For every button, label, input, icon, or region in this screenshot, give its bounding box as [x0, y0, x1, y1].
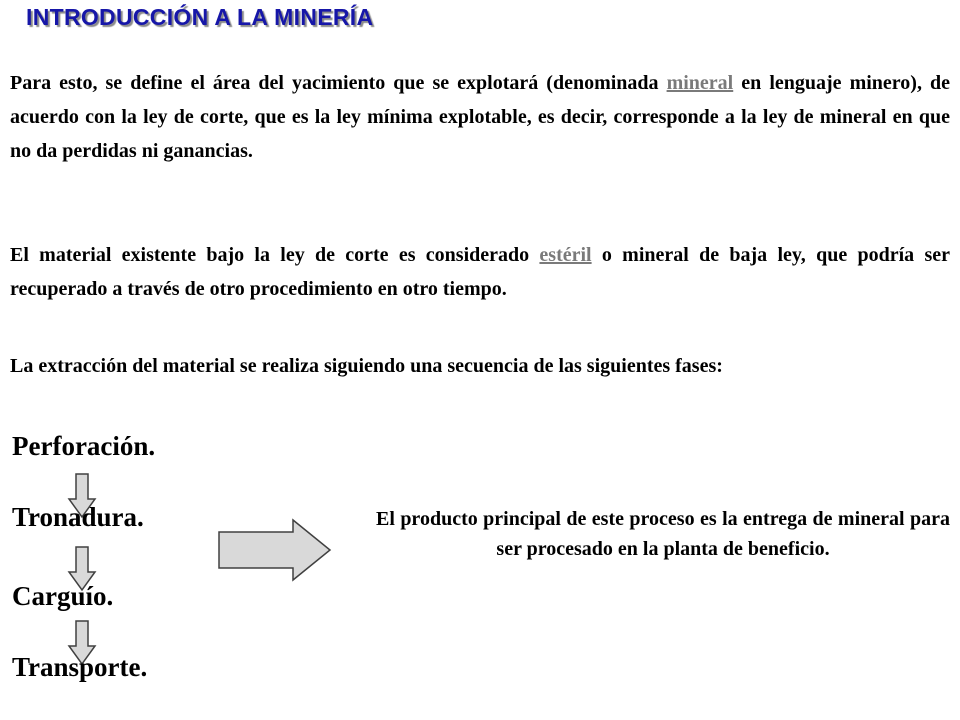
right-arrow-icon [217, 518, 333, 582]
phase-perforacion: Perforación. [12, 431, 156, 461]
mineral-link[interactable]: mineral [666, 72, 734, 94]
process-product-note: El producto principal de este proceso es la entrega de mineral para ser procesado en la planta de beneficio. [376, 508, 950, 560]
paragraph-esteril-definition [10, 238, 950, 306]
paragraph-extraction-sequence: La extracción del material se realiza siguiendo una secuencia de las siguientes fases: [10, 355, 723, 377]
slide-title: INTRODUCCIÓN A LA MINERÍA [26, 4, 374, 30]
phase-carguio: Carguío. [12, 581, 114, 611]
phase-transporte: Transporte. [12, 652, 148, 682]
paragraph-text: Para esto, se define el área del yacimiento que se explotará (denominada [10, 72, 667, 94]
esteril-link[interactable]: estéril [539, 244, 592, 266]
phase-tronadura: Tronadura. [12, 502, 144, 532]
paragraph-text: o mineral de baja ley, que podría ser recuperado a través de otro procedimiento en otro tiempo. [10, 244, 950, 300]
paragraph-text: El material existente bajo la ley de corte es considerado [10, 244, 540, 266]
paragraph-text: en lenguaje minero), de acuerdo con la ley de corte, que es la ley mínima explotable, es decir, corresponde a la ley de mineral en que no da perdidas ni ganancias. [10, 72, 950, 162]
paragraph-mineral-definition [10, 66, 950, 168]
